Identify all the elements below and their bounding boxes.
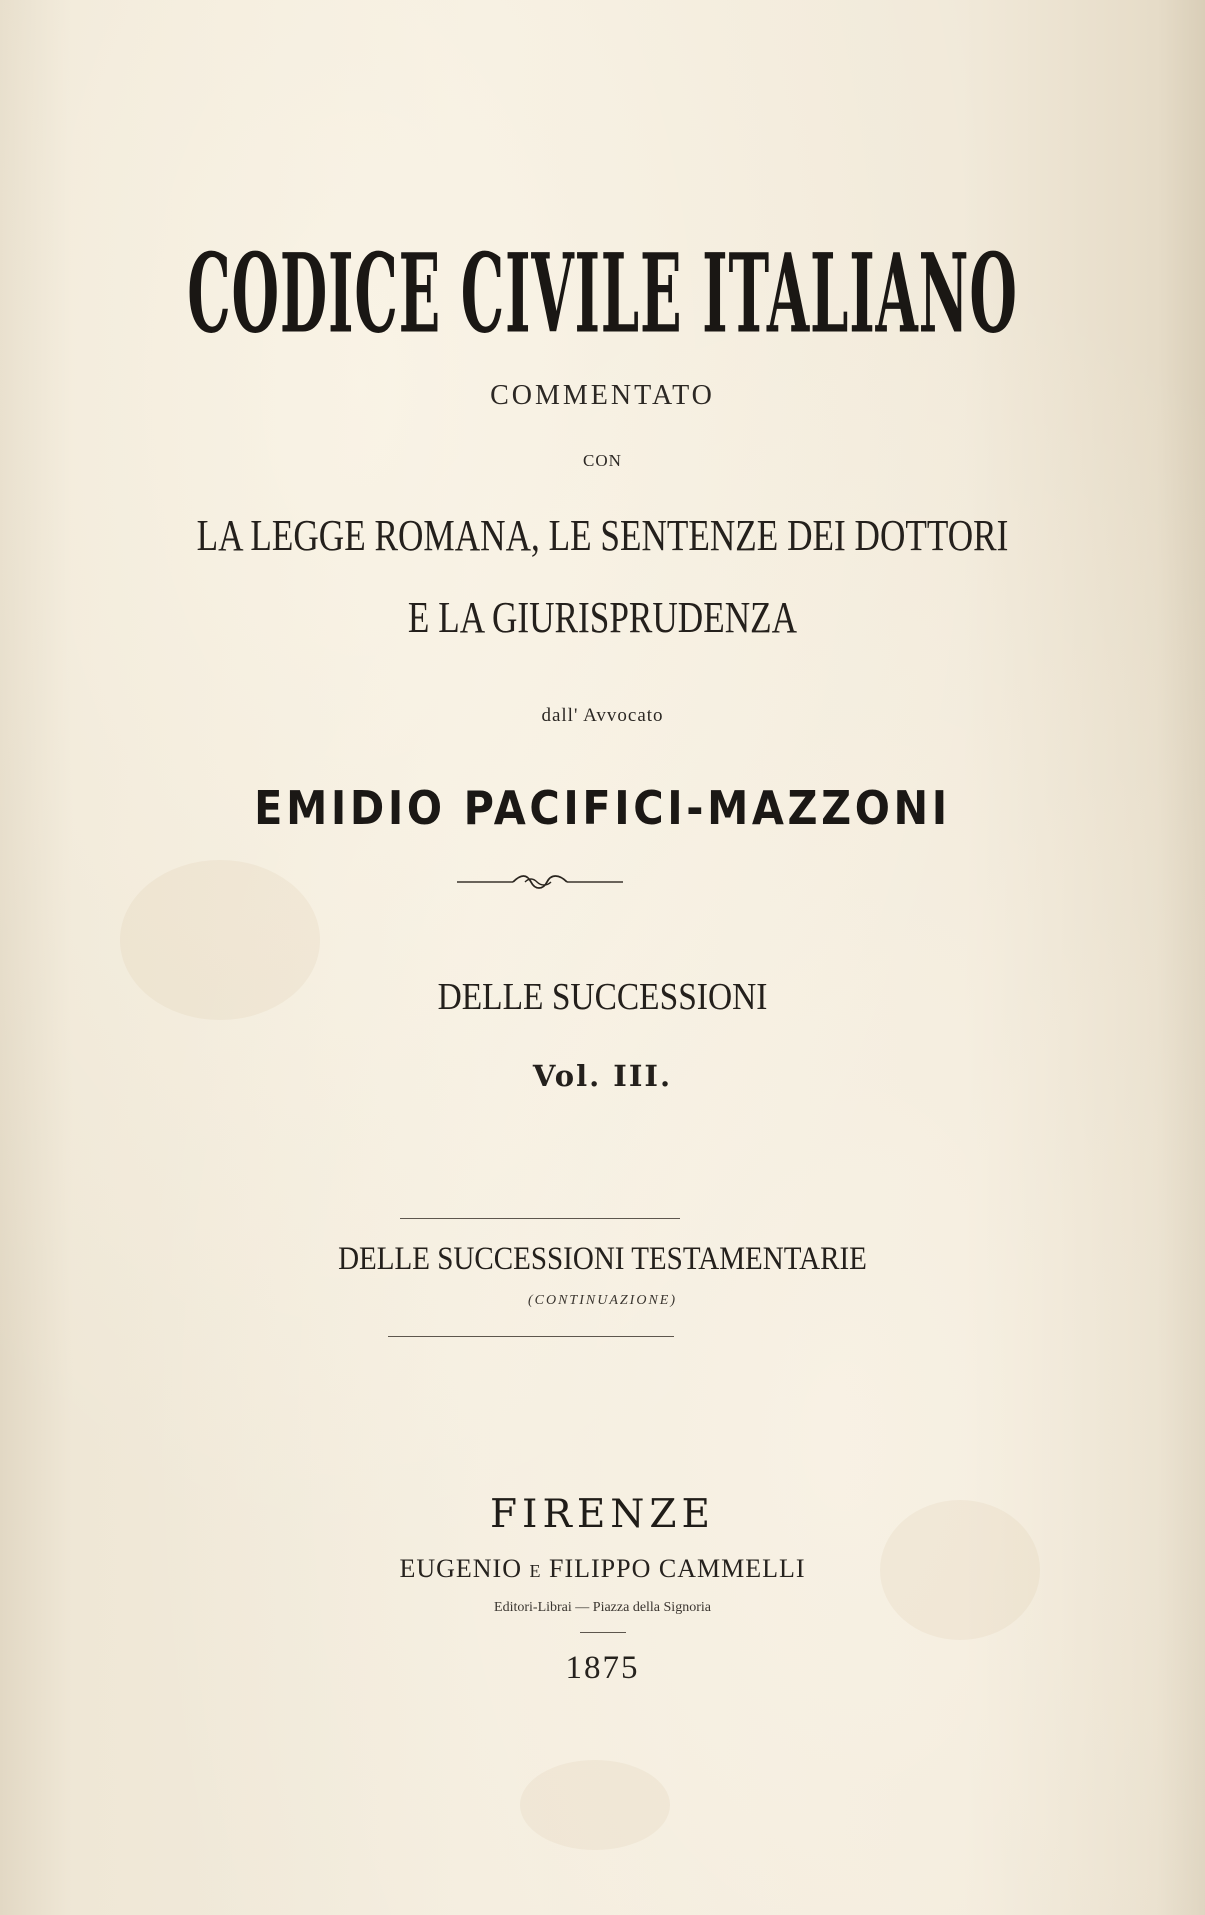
subtitle-line-1: LA LEGGE ROMANA, LE SENTENZE DEI DOTTORI [196, 511, 1009, 560]
publisher-part-1: EUGENIO [399, 1554, 522, 1583]
section-title: DELLE SUCCESSIONI [437, 976, 768, 1018]
paper-stain [520, 1760, 670, 1850]
publication-year: 1875 [565, 1650, 640, 1686]
subtitle-line-2: E LA GIURISPRUDENZA [407, 593, 798, 642]
divider-rule-bottom [388, 1336, 674, 1337]
book-title: CODICE CIVILE ITALIANO [187, 229, 1018, 358]
con-label: CON [583, 451, 622, 470]
publisher-address: Editori-Librai — Piazza della Signoria [494, 1600, 711, 1615]
author-name: EMIDIO PACIFICI-MAZZONI [254, 781, 951, 835]
ornament-divider [455, 872, 625, 892]
publication-city: FIRENZE [490, 1492, 715, 1537]
divider-rule-top [400, 1218, 680, 1219]
commentato-label: COMMENTATO [490, 380, 715, 411]
short-rule [580, 1632, 626, 1633]
volume-label: Vol. III. [532, 1059, 673, 1093]
author-prefix: dall' Avvocato [541, 705, 664, 726]
subsection-note: (CONTINUAZIONE) [527, 1293, 677, 1308]
subsection-title: DELLE SUCCESSIONI TESTAMENTARIE [338, 1241, 867, 1277]
publisher-conjunction: E [529, 1561, 542, 1581]
publisher-part-2: FILIPPO CAMMELLI [549, 1554, 806, 1583]
publisher-name [0, 1556, 1205, 1582]
